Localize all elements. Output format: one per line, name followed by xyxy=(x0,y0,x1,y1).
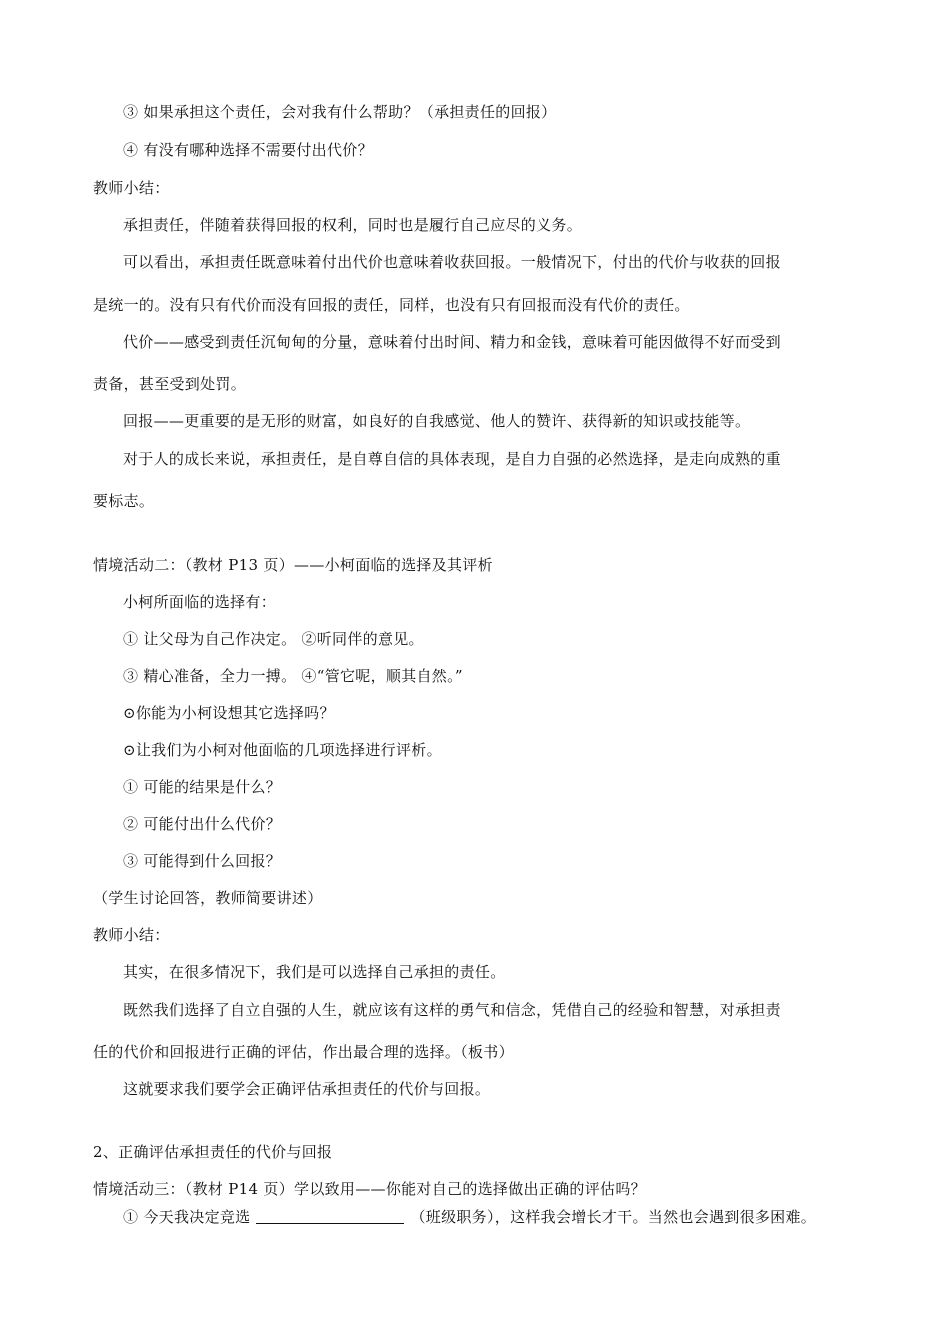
text-line: 承担责任，伴随着获得回报的权利，同时也是履行自己应尽的义务。 xyxy=(123,216,583,234)
fill-in-prefix: ① 今天我决定竞选 xyxy=(123,1208,251,1226)
list-item: ⊙你能为小柯设想其它选择吗？ xyxy=(123,704,335,722)
section-heading: 情境活动二：（教材 P13 页）——小柯面临的选择及其评析 xyxy=(93,556,493,574)
text-line: ④ 有没有哪种选择不需要付出代价？ xyxy=(123,141,373,159)
text-line: 责备，甚至受到处罚。 xyxy=(93,375,247,393)
text-line: ③ 如果承担这个责任，会对我有什么帮助？（承担责任的回报） xyxy=(123,103,557,121)
text-line: 是统一的。没有只有代价而没有回报的责任，同样，也没有只有回报而没有代价的责任。 xyxy=(93,296,690,314)
text-line: 情境活动三：（教材 P14 页）学以致用——你能对自己的选择做出正确的评估吗？ xyxy=(93,1180,646,1198)
text-line: 对于人的成长来说，承担责任，是自尊自信的具体表现，是自力自强的必然选择，是走向成熟的重 xyxy=(123,450,781,468)
text-line: 回报——更重要的是无形的财富，如良好的自我感觉、他人的赞许、获得新的知识或技能等。 xyxy=(123,412,751,430)
list-item: ① 可能的结果是什么？ xyxy=(123,778,282,796)
text-line: （学生讨论回答，教师简要讲述） xyxy=(93,889,323,907)
text-line: 教师小结： xyxy=(93,179,170,197)
text-line: 可以看出，承担责任既意味着付出代价也意味着收获回报。一般情况下，付出的代价与收获的回报 xyxy=(123,253,781,271)
text-line: 其实，在很多情况下，我们是可以选择自己承担的责任。 xyxy=(123,963,506,981)
text-line: 教师小结： xyxy=(93,926,170,944)
answer-blank[interactable] xyxy=(256,1209,404,1224)
list-item: ① 让父母为自己作决定。 ②听同伴的意见。 xyxy=(123,630,424,648)
fill-in-suffix: （班级职务），这样我会增长才干。当然也会遇到很多困难。 xyxy=(410,1208,817,1226)
text-line: 既然我们选择了自立自强的人生，就应该有这样的勇气和信念，凭借自己的经验和智慧，对承担责 xyxy=(123,1001,781,1019)
text-line: 代价——感受到责任沉甸甸的分量，意味着付出时间、精力和金钱，意味着可能因做得不好而受到 xyxy=(123,333,781,351)
text-line: 小柯所面临的选择有： xyxy=(123,593,277,611)
text-line: 任的代价和回报进行正确的评估，作出最合理的选择。（板书） xyxy=(93,1043,514,1061)
list-item: ③ 精心准备，全力一搏。 ④“管它呢，顺其自然。” xyxy=(123,667,463,685)
list-item: ② 可能付出什么代价？ xyxy=(123,815,282,833)
section-heading: 2、正确评估承担责任的代价与回报 xyxy=(93,1143,333,1161)
text-line: 这就要求我们要学会正确评估承担责任的代价与回报。 xyxy=(123,1080,491,1098)
list-item: ⊙让我们为小柯对他面临的几项选择进行评析。 xyxy=(123,741,442,759)
fill-in-line xyxy=(123,1208,816,1226)
list-item: ③ 可能得到什么回报？ xyxy=(123,852,282,870)
text-line: 要标志。 xyxy=(93,492,155,510)
